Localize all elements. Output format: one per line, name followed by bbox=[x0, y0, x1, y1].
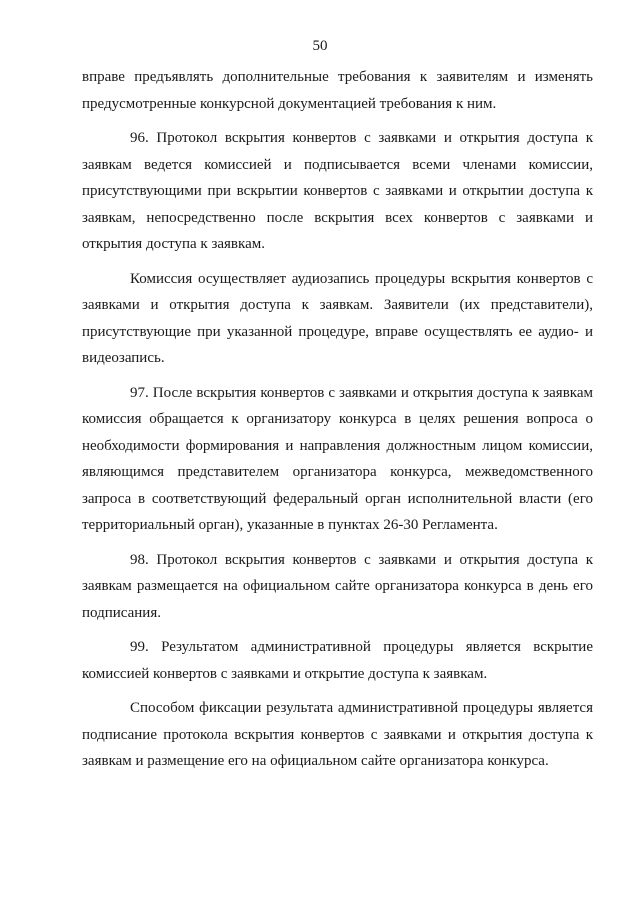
document-body bbox=[82, 64, 593, 783]
paragraph-98: 98. Протокол вскрытия конвертов с заявками и открытия доступа к заявкам размещается на официальном сайте организатора конкурса в день его подписания. bbox=[82, 551, 593, 621]
paragraph-result-fixation: Способом фиксации результата административной процедуры является подписание протокола вскрытия конвертов с заявками и открытия доступа к заявкам и размещение его на официальном сайте организатора конкурса. bbox=[82, 700, 593, 769]
paragraph-97: 97. После вскрытия конвертов с заявками и открытия доступа к заявкам комиссия обращается к организатору конкурса в целях решения вопроса о необходимости формирования и направления должностным лицом комиссии, являющимся представителем организатора конкурса, межведомственного запроса в соответствующий федеральный орган исполнительной власти (его территориальный орган), указанные в пунктах 26-30 Регламента. bbox=[82, 384, 593, 533]
paragraph-99: 99. Результатом административной процедуры является вскрытие комиссией конвертов с заявками и открытие доступа к заявкам. bbox=[82, 639, 593, 682]
paragraph-96: 96. Протокол вскрытия конвертов с заявками и открытия доступа к заявкам ведется комиссией и подписывается всеми членами комиссии, присутствующими при вскрытии конвертов с заявками и открытии доступа к заявкам, непосредственно после вскрытия всех конвертов с заявками и открытия доступа к заявкам. bbox=[82, 130, 593, 252]
page-number: 50 bbox=[312, 38, 328, 54]
paragraph-continuation: вправе предъявлять дополнительные требования к заявителям и изменять предусмотренные конкурсной документацией требования к ним. bbox=[82, 69, 593, 112]
paragraph-audio-recording: Комиссия осуществляет аудиозапись процедуры вскрытия конвертов с заявками и открытия доступа к заявкам. Заявители (их представители), присутствующие при указанной процедуре, вправе осуществлять ее аудио- и видеозапись. bbox=[82, 270, 593, 366]
